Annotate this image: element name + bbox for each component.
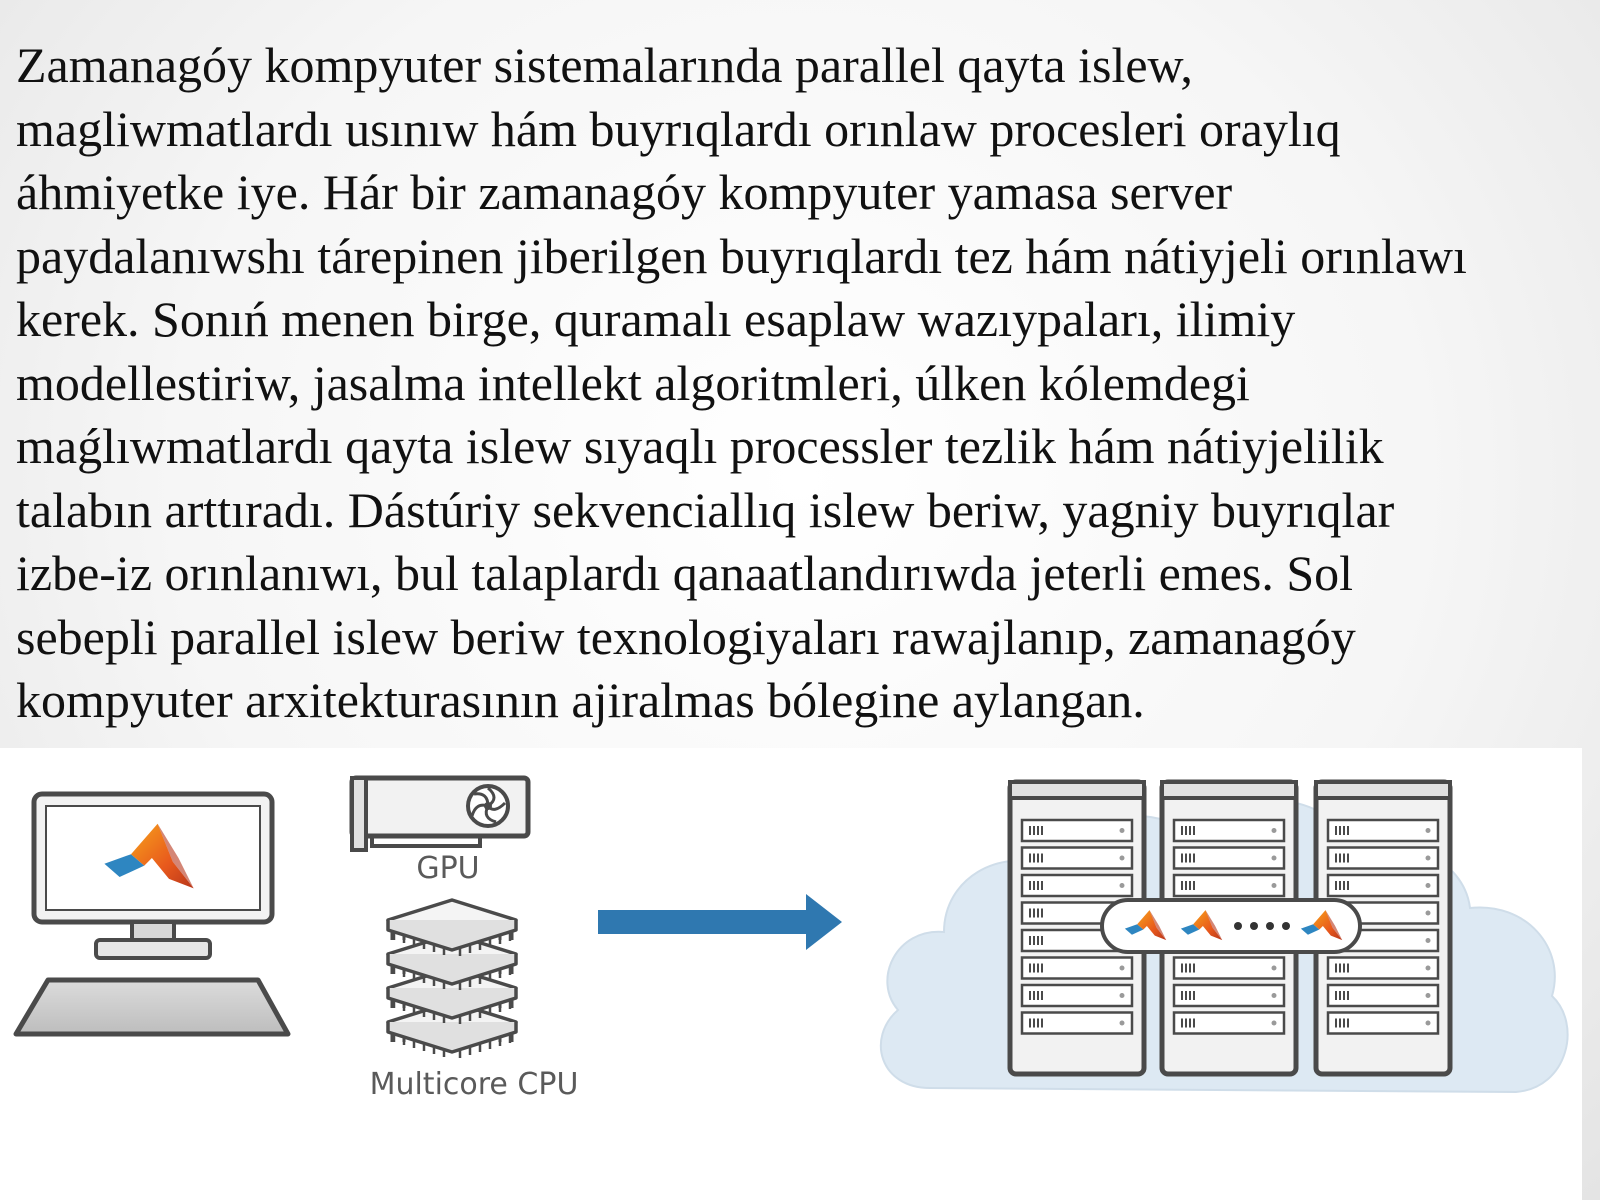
server-slot: [1022, 985, 1132, 1006]
server-slot: [1328, 875, 1438, 896]
gpu-card-icon: [352, 778, 528, 850]
server-slot: [1328, 820, 1438, 841]
server-slot: [1328, 958, 1438, 979]
server-slot: [1174, 848, 1284, 869]
server-slot: [1022, 875, 1132, 896]
diagram-canvas: [0, 748, 1582, 1200]
server-slot: [1022, 848, 1132, 869]
ellipsis-dot: [1250, 922, 1258, 930]
server-slot: [1022, 958, 1132, 979]
desktop-computer-icon: [16, 794, 288, 1034]
gpu-label: GPU: [416, 851, 480, 886]
server-slot: [1174, 1013, 1284, 1034]
server-slot: [1174, 985, 1284, 1006]
cpu-label: Multicore CPU: [369, 1067, 579, 1102]
parallel-computing-diagram: [0, 748, 1582, 1200]
server-slot: [1174, 875, 1284, 896]
logo-capsule: [1102, 900, 1360, 952]
server-slot: [1328, 1013, 1438, 1034]
ellipsis-dot: [1266, 922, 1274, 930]
server-slot: [1174, 958, 1284, 979]
server-slot: [1022, 1013, 1132, 1034]
server-slot: [1328, 985, 1438, 1006]
ellipsis-dot: [1282, 922, 1290, 930]
server-slot: [1174, 820, 1284, 841]
slide-paragraph: Zamanagóy kompyuter sistemalarında parallel qayta islew, magliwmatlardı usınıw hám buyrıqlardı orınlaw procesleri oraylıq áhmiyetke iye. Hár bir zamanagóy kompyuter yamasa server paydalanıwshı tárepinen jiberilgen buyrıqlardı tez hám nátiyjeli orınlawı kerek. Sonıń menen birge, quramalı esaplaw wazıypaları, ilimiy modellestiriw, jasalma intellekt algoritmleri, úlken kólemdegi maǵlıwmatlardı qayta islew sıyaqlı processler tezlik hám nátiyjelilik talabın arttıradı. Dástúriy sekvenciallıq islew beriw, yagniy buyrıqlar izbe-iz orınlanıwı, bul talaplardı qanaatlandırıwda jeterli emes. Sol sebepli parallel islew beriw texnologiyaları rawajlanıp, zamanagóy kompyuter arxitekturasının ajiralmas bólegine aylangan.: [16, 37, 1467, 728]
server-slot: [1022, 820, 1132, 841]
multicore-cpu-icon: [388, 900, 516, 1058]
arrow-right-icon: [598, 894, 842, 950]
server-slot: [1328, 848, 1438, 869]
ellipsis-dot: [1234, 922, 1242, 930]
